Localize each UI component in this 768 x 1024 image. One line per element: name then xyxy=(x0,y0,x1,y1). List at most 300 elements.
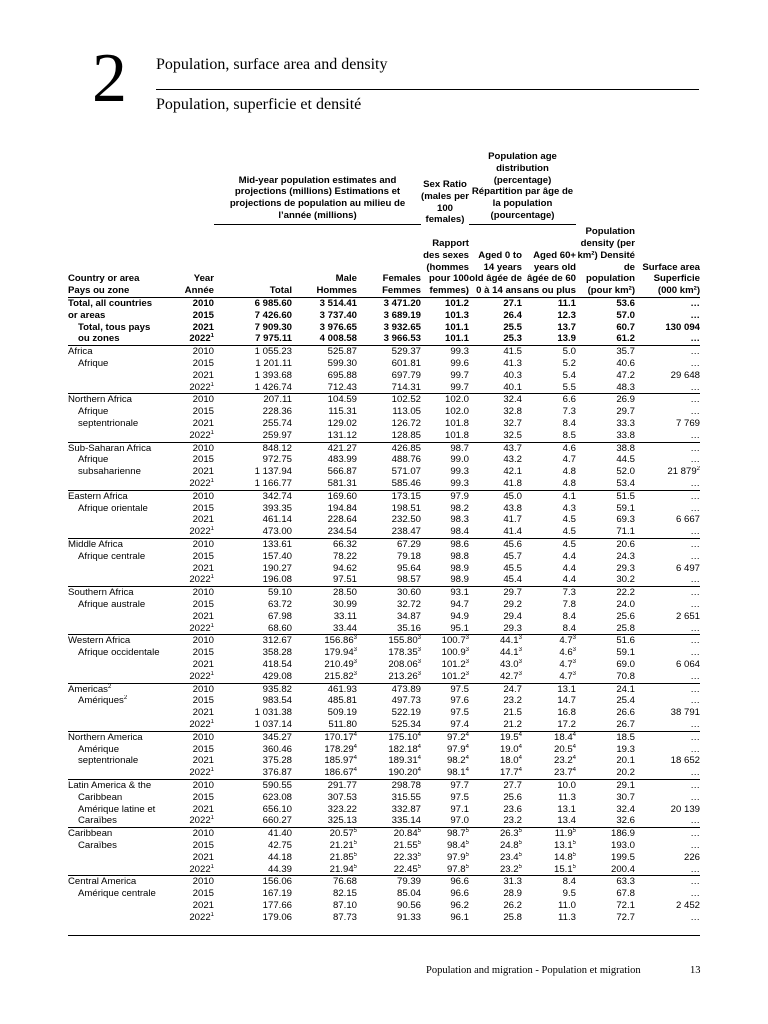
cell-year: 2015 xyxy=(192,502,214,514)
cell-sex: 94.9 xyxy=(450,610,469,622)
cell-sex: 99.7 xyxy=(450,369,469,381)
cell-total: 228.36 xyxy=(262,406,292,418)
cell-female: 173.15 xyxy=(357,490,421,502)
table-row xyxy=(68,912,700,924)
cell-year: 2015 xyxy=(192,791,214,803)
footnote-marker: 5 xyxy=(572,839,577,846)
cell-total: 1 426.74 xyxy=(254,381,292,393)
cell-area: … xyxy=(690,911,701,923)
cell-year: 2021 xyxy=(192,803,214,815)
table-row xyxy=(68,298,700,310)
table-row xyxy=(68,755,700,767)
table-row xyxy=(68,454,700,466)
cell-a014: 41.4 xyxy=(503,526,522,538)
cell-dens: 47.2 xyxy=(616,369,636,381)
cell-male: 228.64 xyxy=(327,514,357,526)
cell-a60: 8.4 xyxy=(562,418,577,430)
cell-female: 525.34 xyxy=(391,718,421,730)
cell-sex: 98.6 xyxy=(421,539,469,551)
cell-male: 87.73 xyxy=(332,911,357,923)
cell-dens: 24.0 xyxy=(616,598,636,610)
cell-area: … xyxy=(690,526,701,538)
cell-area: … xyxy=(690,550,701,562)
cell-name xyxy=(68,707,173,719)
table-row xyxy=(68,346,700,358)
cell-a014: 26.2 xyxy=(503,899,522,911)
cell-year: 2022$^1$ xyxy=(189,381,214,393)
cell-sex: 97.5 xyxy=(421,683,469,695)
cell-female: 91.33 xyxy=(396,911,421,923)
cell-area: … xyxy=(635,346,700,358)
cell-year: 2021 xyxy=(192,418,214,430)
cell-a60: 12.3 xyxy=(557,309,577,321)
cell-year: 2010 xyxy=(173,539,214,551)
header-age-0-14: Aged 0 to 14 years old âgée de 0 à 14 ans xyxy=(469,226,522,297)
cell-male: 185.97$^4$ xyxy=(324,755,357,767)
cell-female: 315.55 xyxy=(391,791,421,803)
cell-name xyxy=(68,574,173,586)
footnote-marker: 4 xyxy=(465,755,469,762)
footnote-marker: 4 xyxy=(353,755,357,762)
header-female: Females Femmes xyxy=(357,226,421,297)
cell-dens: 29.1 xyxy=(576,779,635,791)
footnote-marker: 3 xyxy=(518,647,522,654)
cell-year: 2021 xyxy=(192,466,214,478)
table-row xyxy=(68,382,700,394)
cell-male: 94.62 xyxy=(332,562,357,574)
table-row xyxy=(68,563,700,575)
cell-year: 2021 xyxy=(192,899,214,911)
cell-sex: 98.9 xyxy=(450,562,469,574)
cell-total: 156.06 xyxy=(214,876,292,888)
cell-a014: 45.4 xyxy=(503,574,522,586)
cell-a60: 14.8$^5$ xyxy=(553,851,577,863)
table-row xyxy=(68,430,700,442)
cell-sex: 100.7$^3$ xyxy=(421,635,469,647)
cell-male: 178.29$^4$ xyxy=(324,743,357,755)
cell-area: … xyxy=(690,839,701,851)
cell-total: 7 975.11 xyxy=(255,333,292,345)
cell-male: 82.15 xyxy=(332,888,357,900)
footnote-marker: 1 xyxy=(210,911,214,918)
cell-male: 599.30 xyxy=(327,358,357,370)
cell-area: … xyxy=(635,442,700,454)
cell-male: 3 514.41 xyxy=(292,298,357,310)
cell-area: 6 497 xyxy=(676,562,701,574)
cell-dens: 25.4 xyxy=(616,695,636,707)
cell-sex: 101.1 xyxy=(444,333,469,345)
table-row xyxy=(68,611,700,623)
table-row xyxy=(68,792,700,804)
cell-area: … xyxy=(690,309,701,321)
footnote-marker: 5 xyxy=(353,851,357,858)
table-row xyxy=(68,719,700,731)
header-row-columns xyxy=(68,226,700,297)
cell-total: 63.72 xyxy=(267,598,292,610)
cell-female: 182.18$^4$ xyxy=(388,743,421,755)
cell-area: 38 791 xyxy=(670,707,701,719)
table-row xyxy=(68,731,700,743)
table-row xyxy=(68,864,700,876)
cell-total: 360.46 xyxy=(262,743,292,755)
cell-a014: 19.0$^4$ xyxy=(499,743,522,755)
table-row xyxy=(68,490,700,502)
cell-name: Afrique xyxy=(78,358,109,370)
footnote-marker: 3 xyxy=(465,670,469,677)
cell-a014: 18.0$^4$ xyxy=(499,755,522,767)
cell-a014: 43.2 xyxy=(503,454,522,466)
cell-sex: 102.0 xyxy=(421,394,469,406)
cell-total: 312.67 xyxy=(214,635,292,647)
cell-total: 167.19 xyxy=(262,888,292,900)
footnote-marker: 3 xyxy=(465,647,469,654)
cell-dens: 32.6 xyxy=(616,815,636,827)
cell-male: 179.94$^3$ xyxy=(324,647,357,659)
cell-sex: 94.7 xyxy=(450,598,469,610)
cell-a014: 40.3 xyxy=(503,369,522,381)
cell-name: Caribbean xyxy=(68,828,173,840)
cell-year: 2010 xyxy=(173,779,214,791)
cell-male: 509.19 xyxy=(327,707,357,719)
cell-a60: 6.6 xyxy=(522,394,576,406)
cell-a60: 13.1 xyxy=(557,803,577,815)
cell-total: 157.40 xyxy=(262,550,292,562)
cell-female: 22.33$^5$ xyxy=(393,851,421,863)
cell-year: 2010 xyxy=(173,587,214,599)
cell-female: 128.85 xyxy=(391,429,421,441)
cell-female: 714.31 xyxy=(391,381,421,393)
cell-dens: 38.8 xyxy=(576,442,635,454)
cell-area: … xyxy=(635,394,700,406)
cell-year: 2021 xyxy=(192,755,214,767)
cell-male: 66.32 xyxy=(292,539,357,551)
cell-a60: 10.0 xyxy=(522,779,576,791)
cell-a60: 4.6 xyxy=(522,442,576,454)
cell-name: Africa xyxy=(68,346,173,358)
cell-a60: 11.9$^5$ xyxy=(522,828,576,840)
cell-area: … xyxy=(635,731,700,743)
cell-total: 1 166.77 xyxy=(254,478,292,490)
cell-area: 7 769 xyxy=(676,418,701,430)
cell-total: 68.60 xyxy=(267,622,292,634)
footnote-marker: 5 xyxy=(518,863,522,870)
cell-year: 2022$^1$ xyxy=(189,767,214,779)
cell-total: 590.55 xyxy=(214,779,292,791)
cell-a014: 21.2 xyxy=(503,718,522,730)
footnote-marker: 3 xyxy=(572,635,577,642)
cell-dens: 51.5 xyxy=(576,490,635,502)
page-title-fr: Population, superficie et densité xyxy=(156,96,362,113)
cell-a014: 23.2 xyxy=(503,815,522,827)
cell-year: 2022$^1$ xyxy=(189,333,214,345)
cell-dens: 67.8 xyxy=(616,888,636,900)
table-row xyxy=(68,671,700,683)
cell-year: 2022$^1$ xyxy=(189,911,214,923)
cell-year: 2022$^1$ xyxy=(189,718,214,730)
cell-a014: 45.6 xyxy=(469,539,522,551)
footnote-marker: 5 xyxy=(465,851,469,858)
table-row xyxy=(68,503,700,515)
cell-year: 2021 xyxy=(192,610,214,622)
cell-a014: 17.7$^4$ xyxy=(499,767,522,779)
cell-sex: 97.9$^5$ xyxy=(446,851,469,863)
cell-total: 259.97 xyxy=(262,429,292,441)
cell-total: 133.61 xyxy=(214,539,292,551)
footnote-marker: 4 xyxy=(465,731,469,738)
cell-female: 488.76 xyxy=(391,454,421,466)
cell-name: Northern America xyxy=(68,731,173,743)
cell-sex: 97.1 xyxy=(450,803,469,815)
cell-name xyxy=(68,563,173,575)
cell-a60: 8.4 xyxy=(522,876,576,888)
table-row xyxy=(68,526,700,538)
cell-total: 190.27 xyxy=(262,562,292,574)
cell-sex: 96.2 xyxy=(450,899,469,911)
table-row xyxy=(68,779,700,791)
cell-a014: 23.6 xyxy=(503,803,522,815)
cell-area: 18 652 xyxy=(670,755,701,767)
table-bottom-rule xyxy=(68,935,700,936)
cell-name: Middle Africa xyxy=(68,539,173,551)
cell-female: 298.78 xyxy=(357,779,421,791)
footnote-marker: 3 xyxy=(417,670,421,677)
cell-female: 67.29 xyxy=(357,539,421,551)
cell-dens: 24.3 xyxy=(616,550,636,562)
cell-year: 2022$^1$ xyxy=(189,622,214,634)
footnote-marker: 3 xyxy=(417,647,421,654)
footnote-marker: 4 xyxy=(417,767,421,774)
cell-male: 4 008.58 xyxy=(319,333,357,345)
cell-sex: 97.5 xyxy=(450,707,469,719)
footnote-marker: 5 xyxy=(572,851,577,858)
table-row xyxy=(68,635,700,647)
cell-male: 97.51 xyxy=(332,574,357,586)
cell-a014: 26.3$^5$ xyxy=(469,828,522,840)
cell-sex: 96.6 xyxy=(421,876,469,888)
population-table xyxy=(68,151,700,924)
table-row xyxy=(68,370,700,382)
cell-a014: 29.7 xyxy=(469,587,522,599)
cell-year: 2010 xyxy=(173,828,214,840)
table-row xyxy=(68,587,700,599)
cell-sex: 99.7 xyxy=(450,381,469,393)
cell-year: 2021 xyxy=(192,851,214,863)
table-row xyxy=(68,744,700,756)
cell-dens: 22.2 xyxy=(576,587,635,599)
footnote-marker: 4 xyxy=(572,743,577,750)
table-row xyxy=(68,551,700,563)
cell-female: 21.55$^5$ xyxy=(393,839,421,851)
cell-female: 90.56 xyxy=(396,899,421,911)
cell-dens: 52.0 xyxy=(616,466,636,478)
cell-a014: 25.3 xyxy=(503,333,522,345)
footnote-marker: 3 xyxy=(417,635,421,642)
cell-female: 20.84$^5$ xyxy=(357,828,421,840)
cell-male: 170.17$^4$ xyxy=(292,731,357,743)
footnote-marker: 5 xyxy=(465,828,469,835)
cell-total: 7 909.30 xyxy=(254,321,292,333)
cell-total: 375.28 xyxy=(262,755,292,767)
cell-year: 2010 xyxy=(173,683,214,695)
cell-a014: 44.1$^3$ xyxy=(499,647,522,659)
header-age-60: Aged 60+ years old âgée de 60 ans ou plus xyxy=(522,226,576,297)
cell-a014: 43.7 xyxy=(469,442,522,454)
footnote-marker: 5 xyxy=(518,828,522,835)
cell-male: 169.60 xyxy=(292,490,357,502)
cell-dens: 71.1 xyxy=(616,526,636,538)
table-row xyxy=(68,623,700,635)
table-row xyxy=(68,478,700,490)
cell-a60: 4.3 xyxy=(562,502,577,514)
footnote-marker: 4 xyxy=(572,731,577,738)
cell-female: 85.04 xyxy=(396,888,421,900)
table-row xyxy=(68,333,700,345)
cell-female: 426.85 xyxy=(357,442,421,454)
cell-year: 2022$^1$ xyxy=(189,863,214,875)
cell-male: 483.99 xyxy=(327,454,357,466)
cell-dens: 20.1 xyxy=(616,755,636,767)
cell-female: 35.16 xyxy=(396,622,421,634)
cell-sex: 97.6 xyxy=(450,695,469,707)
cell-a014: 45.7 xyxy=(503,550,522,562)
cell-dens: 33.8 xyxy=(616,429,636,441)
cell-sex: 98.9 xyxy=(450,574,469,586)
header-popest-group: Mid-year population estimates and projections (millions) Estimations et projections de population au milieu de l’année (millions) xyxy=(214,151,421,224)
cell-a60: 4.4 xyxy=(562,562,577,574)
footnote-marker: 4 xyxy=(572,767,577,774)
cell-name xyxy=(68,370,173,382)
cell-area: 226 xyxy=(684,851,701,863)
footnote-marker: 5 xyxy=(572,863,577,870)
cell-area: 29 648 xyxy=(670,369,701,381)
cell-a014: 24.7 xyxy=(469,683,522,695)
cell-name: Sub-Saharan Africa xyxy=(68,442,173,454)
cell-name: septentrionale xyxy=(78,755,139,767)
cell-name xyxy=(68,526,173,538)
cell-year: 2021 xyxy=(192,321,214,333)
footnote-marker: 1 xyxy=(210,429,214,436)
cell-a60: 9.5 xyxy=(562,888,577,900)
cell-a014: 40.1 xyxy=(503,381,522,393)
cell-female: 198.51 xyxy=(391,502,421,514)
cell-female: 3 471.20 xyxy=(357,298,421,310)
cell-sex: 93.1 xyxy=(421,587,469,599)
cell-a60: $4.7^3$ xyxy=(522,635,576,647)
cell-area: … xyxy=(690,598,701,610)
cell-total: 59.10 xyxy=(214,587,292,599)
cell-area: 2 452 xyxy=(676,899,701,911)
cell-a014: 29.3 xyxy=(503,622,522,634)
cell-sex: 97.8$^5$ xyxy=(446,863,469,875)
footnote-marker: 5 xyxy=(417,863,421,870)
table-row xyxy=(68,876,700,888)
cell-male: 234.54 xyxy=(327,526,357,538)
cell-a60: 7.8 xyxy=(562,598,577,610)
footnote-marker: 1 xyxy=(210,333,214,340)
cell-area: … xyxy=(690,743,701,755)
cell-male: 87.10 xyxy=(332,899,357,911)
cell-name xyxy=(68,430,173,442)
cell-name: Afrique centrale xyxy=(78,550,146,562)
footnote-marker: 1 xyxy=(210,815,214,822)
cell-male: 566.87 xyxy=(327,466,357,478)
cell-total: 660.27 xyxy=(262,815,292,827)
cell-female: 601.81 xyxy=(391,358,421,370)
cell-dens: 18.5 xyxy=(576,731,635,743)
cell-male: 323.22 xyxy=(327,803,357,815)
cell-year: 2010 xyxy=(173,876,214,888)
footnote-marker: 4 xyxy=(353,731,357,738)
cell-total: 41.40 xyxy=(214,828,292,840)
cell-total: 983.54 xyxy=(262,695,292,707)
cell-dens: 19.3 xyxy=(616,743,636,755)
cell-a60: 13.9 xyxy=(557,333,577,345)
cell-sex: 101.2$^3$ xyxy=(441,658,469,670)
cell-area: … xyxy=(690,478,701,490)
cell-sex: 98.3 xyxy=(450,514,469,526)
cell-male: 581.31 xyxy=(327,478,357,490)
cell-sex: 97.5 xyxy=(450,791,469,803)
table-row xyxy=(68,442,700,454)
cell-total: 196.08 xyxy=(262,574,292,586)
table-row xyxy=(68,828,700,840)
table-row xyxy=(68,900,700,912)
cell-female: 213.26$^3$ xyxy=(388,670,421,682)
cell-area: 130 094 xyxy=(665,321,701,333)
cell-sex: 95.1 xyxy=(450,622,469,634)
cell-year: 2015 xyxy=(192,888,214,900)
cell-area: 21 $879^2$ xyxy=(667,466,701,478)
cell-a014: 23.4$^5$ xyxy=(499,851,522,863)
cell-sex: 98.4 xyxy=(450,526,469,538)
cell-total: 429.08 xyxy=(262,670,292,682)
cell-dens: 200.4 xyxy=(611,863,636,875)
cell-a014: 27.1 xyxy=(469,298,522,310)
cell-a60: 11.3 xyxy=(558,911,577,923)
cell-name xyxy=(68,912,173,924)
cell-name xyxy=(68,659,173,671)
cell-female: 332.87 xyxy=(391,803,421,815)
cell-name: Caraïbes xyxy=(78,839,117,851)
cell-sex: 101.2 xyxy=(421,298,469,310)
cell-total: 473.00 xyxy=(262,526,292,538)
footnote-marker: 4 xyxy=(417,755,421,762)
cell-dens: 35.7 xyxy=(576,346,635,358)
cell-name: Southern Africa xyxy=(68,587,173,599)
cell-a60: 4.1 xyxy=(522,490,576,502)
cell-a014: 29.4 xyxy=(503,610,522,622)
cell-female: 95.64 xyxy=(396,562,421,574)
cell-name xyxy=(68,719,173,731)
cell-area: 6 064 xyxy=(676,658,701,670)
table-body xyxy=(68,298,700,924)
cell-area: … xyxy=(635,635,700,647)
cell-a60: 5.2 xyxy=(562,358,577,370)
footnote-marker: 3 xyxy=(353,635,357,642)
cell-name: Central America xyxy=(68,876,173,888)
cell-sex: 96.1 xyxy=(450,911,469,923)
cell-total: 67.98 xyxy=(267,610,292,622)
cell-a60: 8.4 xyxy=(562,622,577,634)
cell-name: Northern Africa xyxy=(68,394,173,406)
cell-area: 2 651 xyxy=(676,610,701,622)
cell-female: 34.87 xyxy=(396,610,421,622)
cell-male: 3 976.65 xyxy=(319,321,357,333)
header-row-groups xyxy=(68,151,700,224)
footnote-marker: 3 xyxy=(353,647,357,654)
cell-a60: 23.2$^4$ xyxy=(553,755,577,767)
cell-total: 207.11 xyxy=(214,394,292,406)
